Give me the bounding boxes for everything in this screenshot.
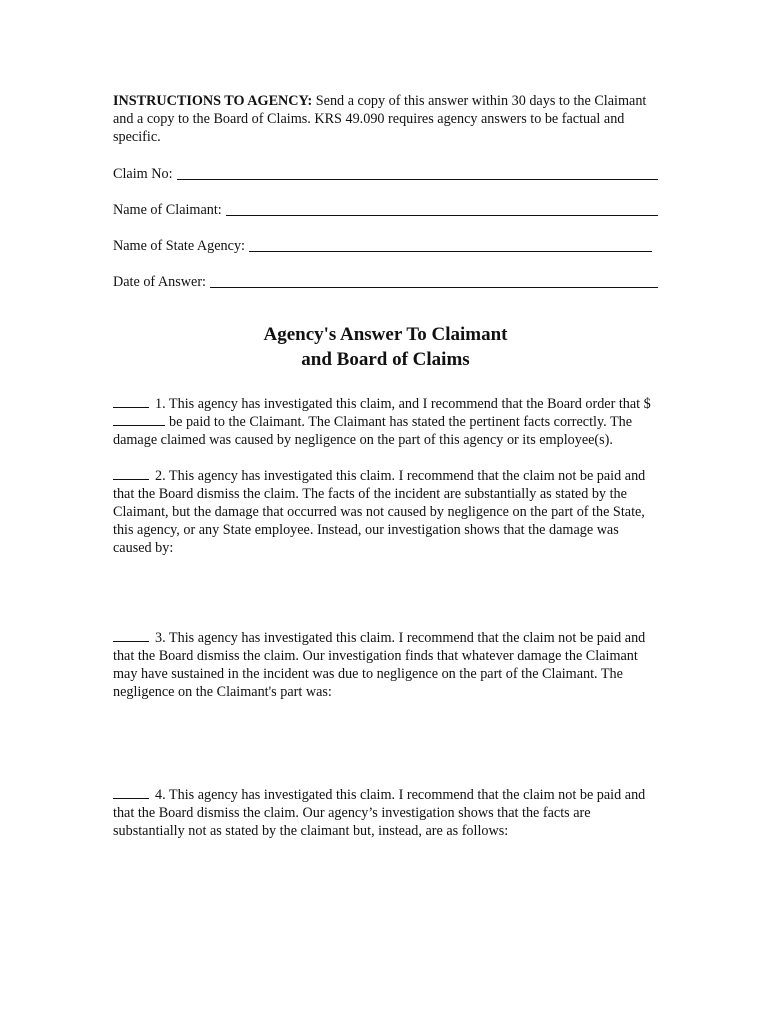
claim-number-label: Claim No: (113, 166, 173, 182)
option-3 (113, 629, 658, 701)
state-agency-field[interactable] (249, 237, 652, 252)
option-1-text-after: be paid to the Claimant. The Claimant has stated the pertinent facts correctly. The damage claimed was caused by negligence on the part of this agency or its employee(s). (113, 414, 633, 448)
option-1-check-blank[interactable] (113, 395, 149, 408)
claimant-name-field[interactable] (226, 201, 658, 216)
option-3-text: 3. This agency has investigated this claim. I recommend that the claim not be paid and that the Board dismiss the claim. Our investigation finds that whatever damage the Claimant may have sustained in the incident was due to negligence on the part of the Claimant. The negligence on the Claimant's part was: (113, 630, 646, 700)
instructions-heading: INSTRUCTIONS TO AGENCY: (113, 93, 313, 109)
option-4-text: 4. This agency has investigated this claim. I recommend that the claim not be paid and that the Board dismiss the claim. Our agency’s investigation shows that the facts are substantially not as stated by the claimant but, instead, are as follows: (113, 787, 646, 839)
amount-blank[interactable] (113, 413, 165, 426)
option-1-text-before: 1. This agency has investigated this claim, and I recommend that the Board order that $ (155, 396, 651, 412)
form-title-line-2: and Board of Claims (301, 349, 470, 370)
instructions-text: Send a copy of this answer within 30 days to the Claimant and a copy to the Board of Claims. KRS 49.090 requires agency answers to be factual and specific. (113, 93, 647, 145)
claimant-name-label: Name of Claimant: (113, 202, 222, 218)
answer-date-label: Date of Answer: (113, 274, 206, 290)
option-4-check-blank[interactable] (113, 786, 149, 799)
option-2 (113, 467, 658, 557)
claim-number-row (113, 164, 658, 183)
form-title (113, 322, 658, 372)
claim-number-field[interactable] (177, 165, 658, 180)
answer-date-row (113, 272, 658, 291)
option-2-check-blank[interactable] (113, 467, 149, 480)
option-4 (113, 786, 658, 840)
state-agency-row (113, 236, 658, 255)
claim-answer-form (113, 92, 658, 858)
option-3-check-blank[interactable] (113, 629, 149, 642)
claimant-name-row (113, 200, 658, 219)
option-2-text: 2. This agency has investigated this claim. I recommend that the claim not be paid and that the Board dismiss the claim. The facts of the incident are substantially as stated by the Claimant, but the damage that occurred was not caused by negligence on the part of the State, this agency, or any State employee. Instead, our investigation shows that the damage was caused by: (113, 468, 646, 556)
form-title-line-1: Agency's Answer To Claimant (263, 324, 508, 345)
state-agency-label: Name of State Agency: (113, 238, 245, 254)
agency-instructions (113, 92, 658, 146)
answer-date-field[interactable] (210, 273, 658, 288)
option-1 (113, 395, 658, 449)
